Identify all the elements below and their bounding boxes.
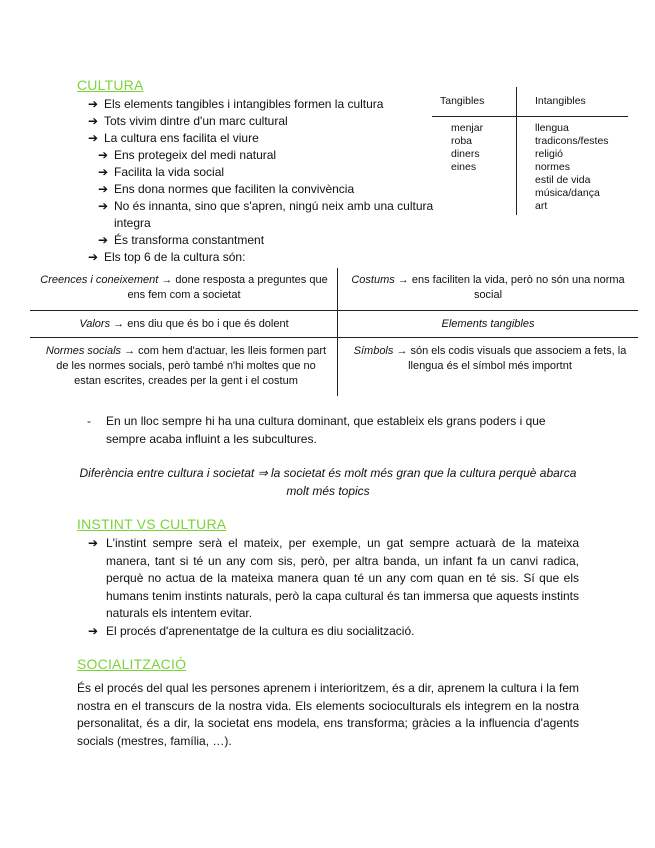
arrow-bullet-icon: ➔ xyxy=(98,199,109,213)
cultura-list xyxy=(88,96,434,266)
list-item: eines xyxy=(451,161,477,173)
list-item: menjar xyxy=(451,122,484,134)
table-cell-normes-socials: Normes socials → com hem d'actuar, les lleis formen part de les normes socials, però també n'hi moltes que no estan escrites, creades per la gent i el costum xyxy=(45,345,327,387)
list-item: religió xyxy=(535,148,564,160)
table-divider xyxy=(516,87,517,215)
list-item: ➔ La cultura ens facilita el viure xyxy=(88,131,259,145)
dash-bullet: - xyxy=(87,414,91,428)
table-cell-valors: Valors → ens diu que és bo i que és dolent xyxy=(79,318,289,330)
table-divider xyxy=(432,116,628,117)
tangibles-header: Tangibles xyxy=(440,95,485,107)
table-cell-simbols: Símbols → són els codis visuals que associem a fets, la llengua és el símbol més importnt xyxy=(353,345,627,372)
sub-list-item: ➔ Ens dona normes que faciliten la convivència xyxy=(98,182,355,196)
top6-table xyxy=(30,268,638,396)
sub-list-item: ➔ És transforma constantment xyxy=(98,233,265,247)
intangibles-column xyxy=(535,122,609,213)
table-cell-costums: Costums → ens faciliten la vida, però no són una norma social xyxy=(351,274,625,301)
table-cell-elements-tangibles: Elements tangibles xyxy=(441,318,535,330)
difference-note: Diferència entre cultura i societat ⇒ la societat és molt més gran que la cultura perquè abarca molt més topics xyxy=(79,466,577,498)
tangibles-table xyxy=(432,87,628,215)
list-item: normes xyxy=(535,161,571,173)
list-item: llengua xyxy=(535,122,569,134)
arrow-bullet-icon: ➔ xyxy=(98,165,109,179)
table-divider xyxy=(30,337,638,338)
list-item: diners xyxy=(451,148,480,160)
list-item: estil de vida xyxy=(535,174,591,186)
sub-list-item: ➔ No és innanta, sino que s'apren, ningú neix amb una cultura integra xyxy=(98,199,434,230)
arrow-bullet-icon: ➔ xyxy=(88,131,99,145)
arrow-bullet-icon: ➔ xyxy=(88,114,99,128)
list-item: art xyxy=(535,200,548,212)
arrow-bullet-icon: ➔ xyxy=(88,97,99,111)
list-item: ➔ Tots vivim dintre d'un marc cultural xyxy=(88,114,288,128)
arrow-bullet-icon: ➔ xyxy=(88,250,99,264)
tangibles-column xyxy=(451,122,483,174)
arrow-bullet-icon: ➔ xyxy=(88,536,99,550)
section-heading-socialitzacio: SOCIALITZACIÓ xyxy=(77,656,187,672)
dominant-culture-text: En un lloc sempre hi ha una cultura dominant, que estableix els grans poders i que sempre acaba influint a les subcultures. xyxy=(106,414,546,446)
arrow-bullet-icon: ➔ xyxy=(88,623,99,638)
list-item: ➔ Els elements tangibles i intangibles formen la cultura xyxy=(88,97,384,111)
list-item: música/dança xyxy=(535,187,600,199)
sub-list-item: ➔ Facilita la vida social xyxy=(98,165,225,179)
section-heading-cultura: CULTURA xyxy=(77,77,144,93)
arrow-bullet-icon: ➔ xyxy=(98,148,109,162)
list-item: ➔ El procés d'aprenentatge de la cultura es diu socialització. xyxy=(106,623,579,641)
sub-list-item: ➔ Ens protegeix del medi natural xyxy=(98,148,277,162)
instint-list xyxy=(88,535,579,640)
arrow-bullet-icon: ➔ xyxy=(98,233,109,247)
intangibles-header: Intangibles xyxy=(535,95,586,107)
list-item: ➔ Els top 6 de la cultura són: xyxy=(88,250,246,264)
arrow-bullet-icon: ➔ xyxy=(98,182,109,196)
table-divider xyxy=(337,268,338,396)
list-item: tradicons/festes xyxy=(535,135,609,147)
socialitzacio-paragraph: És el procés del qual les persones aprenem i interioritzem, és a dir, aprenem la cultura i la fem nostra en el transcurs de la nostra vida. Els elements socioculturals els integrem en la nostra personalitat, és a dir, la societat ens modela, ens transforma; gràcies a la influencia d'agents socials (mestres, família, …). xyxy=(77,681,579,748)
section-heading-instint: INSTINT VS CULTURA xyxy=(77,516,227,532)
list-item: ➔ L'instint sempre serà el mateix, per exemple, un gat sempre actuarà de la mateixa manera, tant si té un any com sis, però, per altra banda, un infant fa un canvi radica, perquè no actua de la mateixa manera quan té un any com quan en té sis. Sí que els humans tenim instints naturals, però la capa cultural és tan immersa que aquests instints naturals els intentem evitar. xyxy=(88,536,579,620)
list-item: roba xyxy=(451,135,473,147)
table-cell-creences: Creences i coneixement → done resposta a preguntes que ens fem com a societat xyxy=(40,274,328,301)
table-divider xyxy=(30,310,638,311)
